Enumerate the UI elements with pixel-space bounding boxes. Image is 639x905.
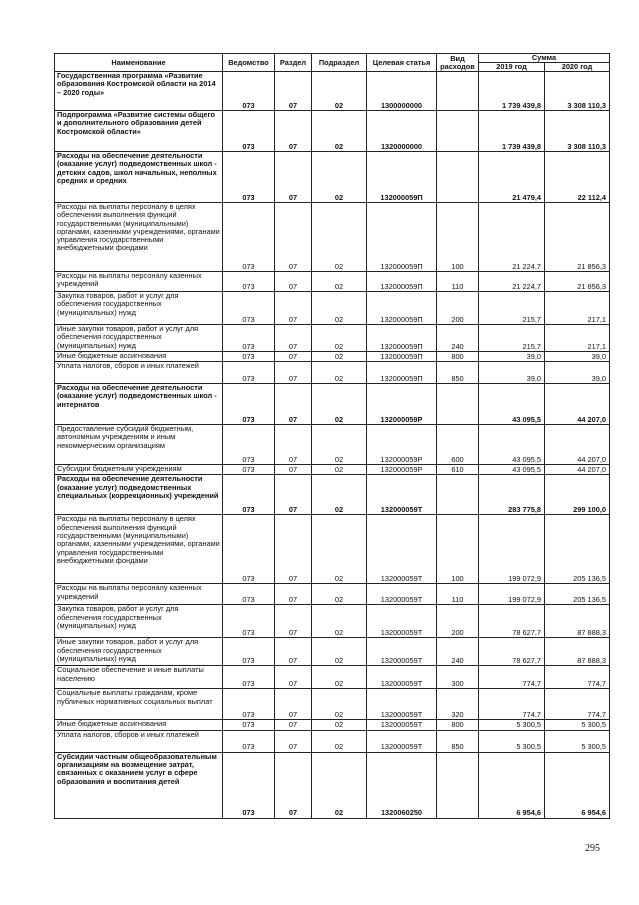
row-name: Предоставление субсидий бюджетным, автономным учреждениям и иным некоммерческим организациям	[55, 425, 223, 465]
row-vedomstvo: 073	[223, 720, 275, 730]
row-razdel: 07	[275, 425, 312, 465]
header-year-2019: 2019 год	[479, 63, 545, 72]
row-vid-rashodov: 240	[437, 325, 479, 352]
row-razdel: 07	[275, 515, 312, 584]
row-name: Расходы на обеспечение деятельности (оказание услуг) подведомственных специальных (коррекционных) учреждений	[55, 475, 223, 515]
row-podrazdel: 02	[312, 384, 367, 425]
header-celevaya-statya: Целевая статья	[367, 54, 437, 72]
table-row	[55, 475, 610, 515]
row-celevaya-statya: 132000059П	[367, 272, 437, 292]
row-celevaya-statya: 132000059Т	[367, 666, 437, 689]
row-sum-2019: 21 224,7	[479, 203, 545, 272]
row-razdel: 07	[275, 689, 312, 720]
row-podrazdel: 02	[312, 325, 367, 352]
row-vid-rashodov: 100	[437, 515, 479, 584]
row-vedomstvo: 073	[223, 730, 275, 752]
row-razdel: 07	[275, 475, 312, 515]
row-vedomstvo: 073	[223, 351, 275, 361]
row-podrazdel: 02	[312, 666, 367, 689]
table-row	[55, 72, 610, 111]
row-vid-rashodov: 320	[437, 689, 479, 720]
row-vedomstvo: 073	[223, 515, 275, 584]
row-podrazdel: 02	[312, 203, 367, 272]
row-name: Расходы на выплаты персоналу в целях обеспечения выполнения функций государственными (муниципальными) органами, казенными учреждениями, органами управления государственными внебюджетными фондами	[55, 515, 223, 584]
row-celevaya-statya: 132000059Т	[367, 584, 437, 605]
row-sum-2019: 43 095,5	[479, 384, 545, 425]
row-celevaya-statya: 132000059Т	[367, 720, 437, 730]
table-row	[55, 465, 610, 475]
row-sum-2020: 5 300,5	[545, 720, 610, 730]
row-vedomstvo: 073	[223, 292, 275, 325]
row-vid-rashodov	[437, 111, 479, 152]
row-vid-rashodov: 300	[437, 666, 479, 689]
row-vid-rashodov	[437, 72, 479, 111]
row-vid-rashodov: 110	[437, 272, 479, 292]
row-vedomstvo: 073	[223, 605, 275, 638]
row-sum-2020: 3 308 110,3	[545, 111, 610, 152]
row-celevaya-statya: 1320000000	[367, 111, 437, 152]
row-celevaya-statya: 132000059Т	[367, 605, 437, 638]
row-sum-2019: 5 300,5	[479, 720, 545, 730]
row-vedomstvo: 073	[223, 752, 275, 818]
row-sum-2020: 87 888,3	[545, 605, 610, 638]
row-sum-2019: 5 300,5	[479, 730, 545, 752]
row-podrazdel: 02	[312, 272, 367, 292]
row-vedomstvo: 073	[223, 152, 275, 203]
row-celevaya-statya: 132000059П	[367, 351, 437, 361]
table-row	[55, 666, 610, 689]
row-podrazdel: 02	[312, 152, 367, 203]
row-name: Субсидии частным общеобразовательным организациям на возмещение затрат, связанных с оказанием услуг в сфере образования и воспитания детей	[55, 752, 223, 818]
row-podrazdel: 02	[312, 720, 367, 730]
row-sum-2020: 21 856,3	[545, 272, 610, 292]
row-razdel: 07	[275, 465, 312, 475]
row-sum-2019: 199 072,9	[479, 584, 545, 605]
table-row	[55, 730, 610, 752]
row-razdel: 07	[275, 152, 312, 203]
row-name: Расходы на выплаты персоналу казенных учреждений	[55, 584, 223, 605]
header-summa: Сумма	[479, 54, 610, 63]
row-podrazdel: 02	[312, 72, 367, 111]
row-name: Иные бюджетные ассигнования	[55, 351, 223, 361]
row-vedomstvo: 073	[223, 584, 275, 605]
table-row	[55, 638, 610, 666]
row-razdel: 07	[275, 292, 312, 325]
header-vid-rashodov: Вид расходов	[437, 54, 479, 72]
table-row	[55, 272, 610, 292]
row-vedomstvo: 073	[223, 475, 275, 515]
row-vedomstvo: 073	[223, 666, 275, 689]
row-razdel: 07	[275, 584, 312, 605]
table-row	[55, 584, 610, 605]
row-vedomstvo: 073	[223, 272, 275, 292]
row-vid-rashodov: 610	[437, 465, 479, 475]
row-sum-2020: 3 308 110,3	[545, 72, 610, 111]
row-sum-2020: 39,0	[545, 362, 610, 384]
row-sum-2019: 78 627,7	[479, 605, 545, 638]
row-vid-rashodov	[437, 752, 479, 818]
row-sum-2020: 774,7	[545, 666, 610, 689]
row-celevaya-statya: 132000059П	[367, 325, 437, 352]
table-row	[55, 752, 610, 818]
row-podrazdel: 02	[312, 425, 367, 465]
row-vedomstvo: 073	[223, 465, 275, 475]
row-celevaya-statya: 1300000000	[367, 72, 437, 111]
row-vid-rashodov	[437, 475, 479, 515]
row-celevaya-statya: 132000059П	[367, 362, 437, 384]
row-sum-2019: 774,7	[479, 689, 545, 720]
row-vedomstvo: 073	[223, 362, 275, 384]
row-celevaya-statya: 132000059П	[367, 292, 437, 325]
row-name: Расходы на выплаты персоналу казенных учреждений	[55, 272, 223, 292]
row-podrazdel: 02	[312, 605, 367, 638]
row-sum-2020: 5 300,5	[545, 730, 610, 752]
row-razdel: 07	[275, 720, 312, 730]
page-number: 295	[585, 843, 600, 854]
table-row	[55, 689, 610, 720]
row-sum-2019: 1 739 439,8	[479, 72, 545, 111]
row-podrazdel: 02	[312, 362, 367, 384]
table-row	[55, 384, 610, 425]
row-name: Иные закупки товаров, работ и услуг для обеспечения государственных (муниципальных) нужд	[55, 638, 223, 666]
row-name: Подпрограмма «Развитие системы общего и дополнительного образования детей Костромской области»	[55, 111, 223, 152]
row-vid-rashodov: 850	[437, 730, 479, 752]
row-podrazdel: 02	[312, 351, 367, 361]
table-row	[55, 203, 610, 272]
row-name: Субсидии бюджетным учреждениям	[55, 465, 223, 475]
row-celevaya-statya: 132000059Р	[367, 425, 437, 465]
row-razdel: 07	[275, 325, 312, 352]
budget-table	[54, 53, 610, 819]
row-vid-rashodov: 100	[437, 203, 479, 272]
row-sum-2019: 215,7	[479, 325, 545, 352]
row-podrazdel: 02	[312, 111, 367, 152]
row-podrazdel: 02	[312, 730, 367, 752]
row-vedomstvo: 073	[223, 203, 275, 272]
row-vid-rashodov	[437, 384, 479, 425]
row-vid-rashodov: 600	[437, 425, 479, 465]
row-sum-2020: 87 888,3	[545, 638, 610, 666]
row-vid-rashodov: 110	[437, 584, 479, 605]
row-name: Уплата налогов, сборов и иных платежей	[55, 730, 223, 752]
row-razdel: 07	[275, 362, 312, 384]
row-name: Расходы на обеспечение деятельности (оказание услуг) подведомственных школ - детских садов, школ начальных, неполных средних и средних	[55, 152, 223, 203]
row-podrazdel: 02	[312, 475, 367, 515]
row-sum-2019: 283 775,8	[479, 475, 545, 515]
row-sum-2020: 205 136,5	[545, 515, 610, 584]
row-vedomstvo: 073	[223, 638, 275, 666]
row-razdel: 07	[275, 203, 312, 272]
table-row	[55, 720, 610, 730]
header-razdel: Раздел	[275, 54, 312, 72]
row-name: Государственная программа «Развитие образования Костромской области на 2014 – 2020 годы»	[55, 72, 223, 111]
row-celevaya-statya: 132000059Т	[367, 475, 437, 515]
row-razdel: 07	[275, 384, 312, 425]
row-razdel: 07	[275, 111, 312, 152]
row-razdel: 07	[275, 666, 312, 689]
row-vid-rashodov: 850	[437, 362, 479, 384]
row-sum-2020: 21 856,3	[545, 203, 610, 272]
row-razdel: 07	[275, 605, 312, 638]
row-vedomstvo: 073	[223, 111, 275, 152]
row-razdel: 07	[275, 752, 312, 818]
row-vid-rashodov: 800	[437, 720, 479, 730]
row-name: Закупка товаров, работ и услуг для обеспечения государственных (муниципальных) нужд	[55, 292, 223, 325]
row-sum-2019: 215,7	[479, 292, 545, 325]
table-row	[55, 351, 610, 361]
table-row	[55, 111, 610, 152]
row-sum-2020: 774,7	[545, 689, 610, 720]
row-sum-2020: 22 112,4	[545, 152, 610, 203]
row-podrazdel: 02	[312, 689, 367, 720]
row-sum-2019: 78 627,7	[479, 638, 545, 666]
table-row	[55, 362, 610, 384]
row-vid-rashodov: 200	[437, 292, 479, 325]
row-name: Расходы на выплаты персоналу в целях обеспечения выполнения функций государственными (муниципальными) органами, казенными учреждениями, органами управления государственными внебюджетными фондами	[55, 203, 223, 272]
row-vedomstvo: 073	[223, 425, 275, 465]
row-sum-2020: 205 136,5	[545, 584, 610, 605]
row-sum-2019: 199 072,9	[479, 515, 545, 584]
row-podrazdel: 02	[312, 752, 367, 818]
row-sum-2019: 43 095,5	[479, 465, 545, 475]
row-razdel: 07	[275, 272, 312, 292]
row-vid-rashodov	[437, 152, 479, 203]
table-row	[55, 152, 610, 203]
header-name: Наименование	[55, 54, 223, 72]
row-sum-2020: 6 954,6	[545, 752, 610, 818]
row-sum-2019: 774,7	[479, 666, 545, 689]
row-sum-2020: 44 207,0	[545, 425, 610, 465]
row-sum-2019: 21 479,4	[479, 152, 545, 203]
table-row	[55, 605, 610, 638]
table-row	[55, 325, 610, 352]
row-name: Иные закупки товаров, работ и услуг для обеспечения государственных (муниципальных) нужд	[55, 325, 223, 352]
row-vedomstvo: 073	[223, 689, 275, 720]
table-body	[55, 72, 610, 819]
row-sum-2020: 39,0	[545, 351, 610, 361]
row-name: Закупка товаров, работ и услуг для обеспечения государственных (муниципальных) нужд	[55, 605, 223, 638]
table-row	[55, 292, 610, 325]
row-podrazdel: 02	[312, 465, 367, 475]
row-vid-rashodov: 240	[437, 638, 479, 666]
row-celevaya-statya: 132000059Р	[367, 384, 437, 425]
row-sum-2019: 1 739 439,8	[479, 111, 545, 152]
row-podrazdel: 02	[312, 584, 367, 605]
table-row	[55, 425, 610, 465]
row-vedomstvo: 073	[223, 384, 275, 425]
row-sum-2020: 217,1	[545, 325, 610, 352]
row-celevaya-statya: 132000059Т	[367, 730, 437, 752]
row-razdel: 07	[275, 730, 312, 752]
row-vedomstvo: 073	[223, 72, 275, 111]
row-celevaya-statya: 132000059П	[367, 203, 437, 272]
row-name: Расходы на обеспечение деятельности (оказание услуг) подведомственных школ - интернатов	[55, 384, 223, 425]
row-vedomstvo: 073	[223, 325, 275, 352]
row-podrazdel: 02	[312, 515, 367, 584]
row-celevaya-statya: 132000059Т	[367, 515, 437, 584]
row-sum-2019: 39,0	[479, 362, 545, 384]
row-sum-2019: 6 954,6	[479, 752, 545, 818]
row-sum-2020: 299 100,0	[545, 475, 610, 515]
row-razdel: 07	[275, 72, 312, 111]
header-year-2020: 2020 год	[545, 63, 610, 72]
row-sum-2020: 217,1	[545, 292, 610, 325]
row-name: Уплата налогов, сборов и иных платежей	[55, 362, 223, 384]
row-celevaya-statya: 132000059Т	[367, 638, 437, 666]
header-vedomstvo: Ведомство	[223, 54, 275, 72]
row-name: Социальные выплаты гражданам, кроме публичных нормативных социальных выплат	[55, 689, 223, 720]
row-vid-rashodov: 800	[437, 351, 479, 361]
row-name: Иные бюджетные ассигнования	[55, 720, 223, 730]
row-sum-2019: 43 095,5	[479, 425, 545, 465]
row-sum-2020: 44 207,0	[545, 465, 610, 475]
row-name: Социальное обеспечение и иные выплаты населению	[55, 666, 223, 689]
row-razdel: 07	[275, 351, 312, 361]
row-celevaya-statya: 132000059Т	[367, 689, 437, 720]
row-podrazdel: 02	[312, 638, 367, 666]
row-razdel: 07	[275, 638, 312, 666]
row-podrazdel: 02	[312, 292, 367, 325]
row-sum-2019: 21 224,7	[479, 272, 545, 292]
row-sum-2019: 39,0	[479, 351, 545, 361]
header-podrazdel: Подраздел	[312, 54, 367, 72]
row-vid-rashodov: 200	[437, 605, 479, 638]
row-sum-2020: 44 207,0	[545, 384, 610, 425]
table-row	[55, 515, 610, 584]
row-celevaya-statya: 1320060250	[367, 752, 437, 818]
row-celevaya-statya: 132000059Р	[367, 465, 437, 475]
row-celevaya-statya: 132000059П	[367, 152, 437, 203]
